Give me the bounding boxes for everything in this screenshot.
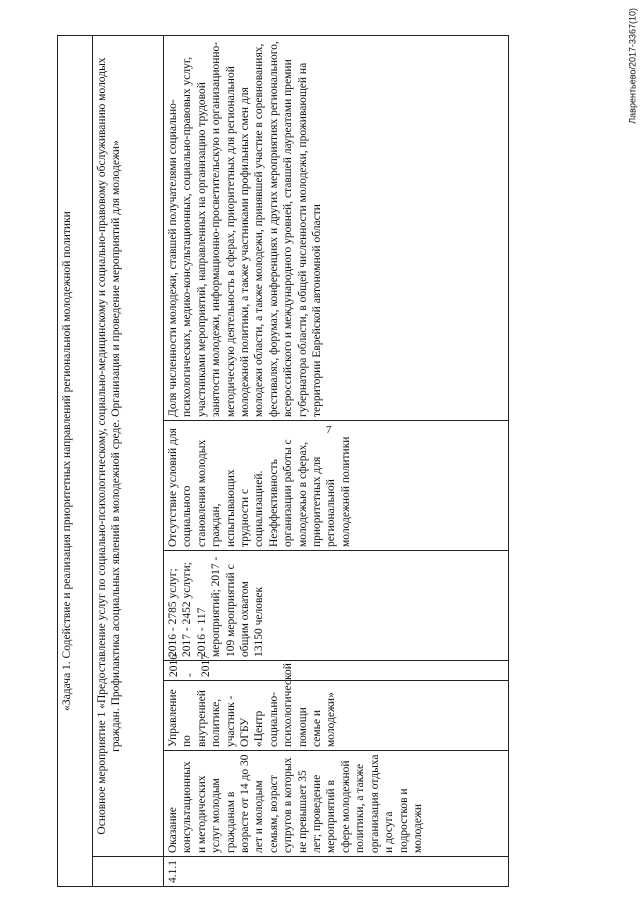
empty-cell: [93, 857, 164, 887]
main-event-title: Основное мероприятие 1 «Предоставление услуг по социально-психологическому, социально-медицинскому и социально-правовому обслуживанию молодых граждан. Профилактика асоциальных явлений в молодежной среде. Организация и проведение мероприятий для молодежи»: [93, 36, 164, 857]
page-number: 7: [326, 424, 332, 436]
main-event-row: [93, 36, 164, 887]
task-header-row: [58, 36, 93, 887]
program-table: [57, 35, 509, 887]
target-indicator: Доля численности молодежи, ставшей получателями социально-психологических, медико-консультационных, социально-правовых услуг, участниками мероприятий, направленных на организацию трудовой занятости молодежи, информационно-просветительскую и организационно-методическую деятельность в сферах, приоритетных для региональной молодежной политики, а также участниками профильных смен для молодежи области, а также молодежи, принявшей участие в соревнованиях, фестивалях, форумах, конференциях и других мероприятиях регионального, всероссийского и международного уровней, ставшей лауреатами премии губернатора области, в общей численности молодежи, проживающей на территории Еврейской автономной области: [164, 36, 509, 421]
document-stamp: Лаврентьево/2017-3367(10): [628, 8, 638, 124]
task-title: «Задача 1. Содействие и реализация приоритетных направлений региональной молодежной политики: [58, 36, 93, 887]
rotated-table-sheet: [57, 35, 507, 887]
table-row: [164, 36, 509, 887]
year-end: 2017: [200, 654, 212, 677]
row-number: 4.1.1: [164, 857, 509, 887]
year-dash: -: [184, 673, 196, 677]
executor: Управление по внутренней политике, участник - ОГБУ «Центр социально-психологической помощи семье и молодежи»: [164, 681, 509, 751]
year-start: 2016: [168, 654, 180, 677]
event-name: Оказание консультационных и методических услуг молодым гражданам в возрасте от 14 до 30 лет и молодым семьям, возраст супругов в которых не превышает 35 лет; проведение мероприятий в сфере молодежной политики, а также организация отдыха и досуга подростков и молодежи: [164, 751, 509, 857]
implementation-years: [164, 654, 509, 681]
expected-result: 2016 - 2785 услуг; 2017 - 2452 услуги; 2016 - 117 мероприятий; 2017 - 109 мероприятий с общим охватом 13150 человек: [164, 551, 509, 661]
problem-description: Отсутствие условий для социального становления молодых граждан, испытывающих трудности с социализацией. Неэффективность организации работы с молодежью в сферах, приоритетных для региональной молодежной политики: [164, 421, 509, 551]
